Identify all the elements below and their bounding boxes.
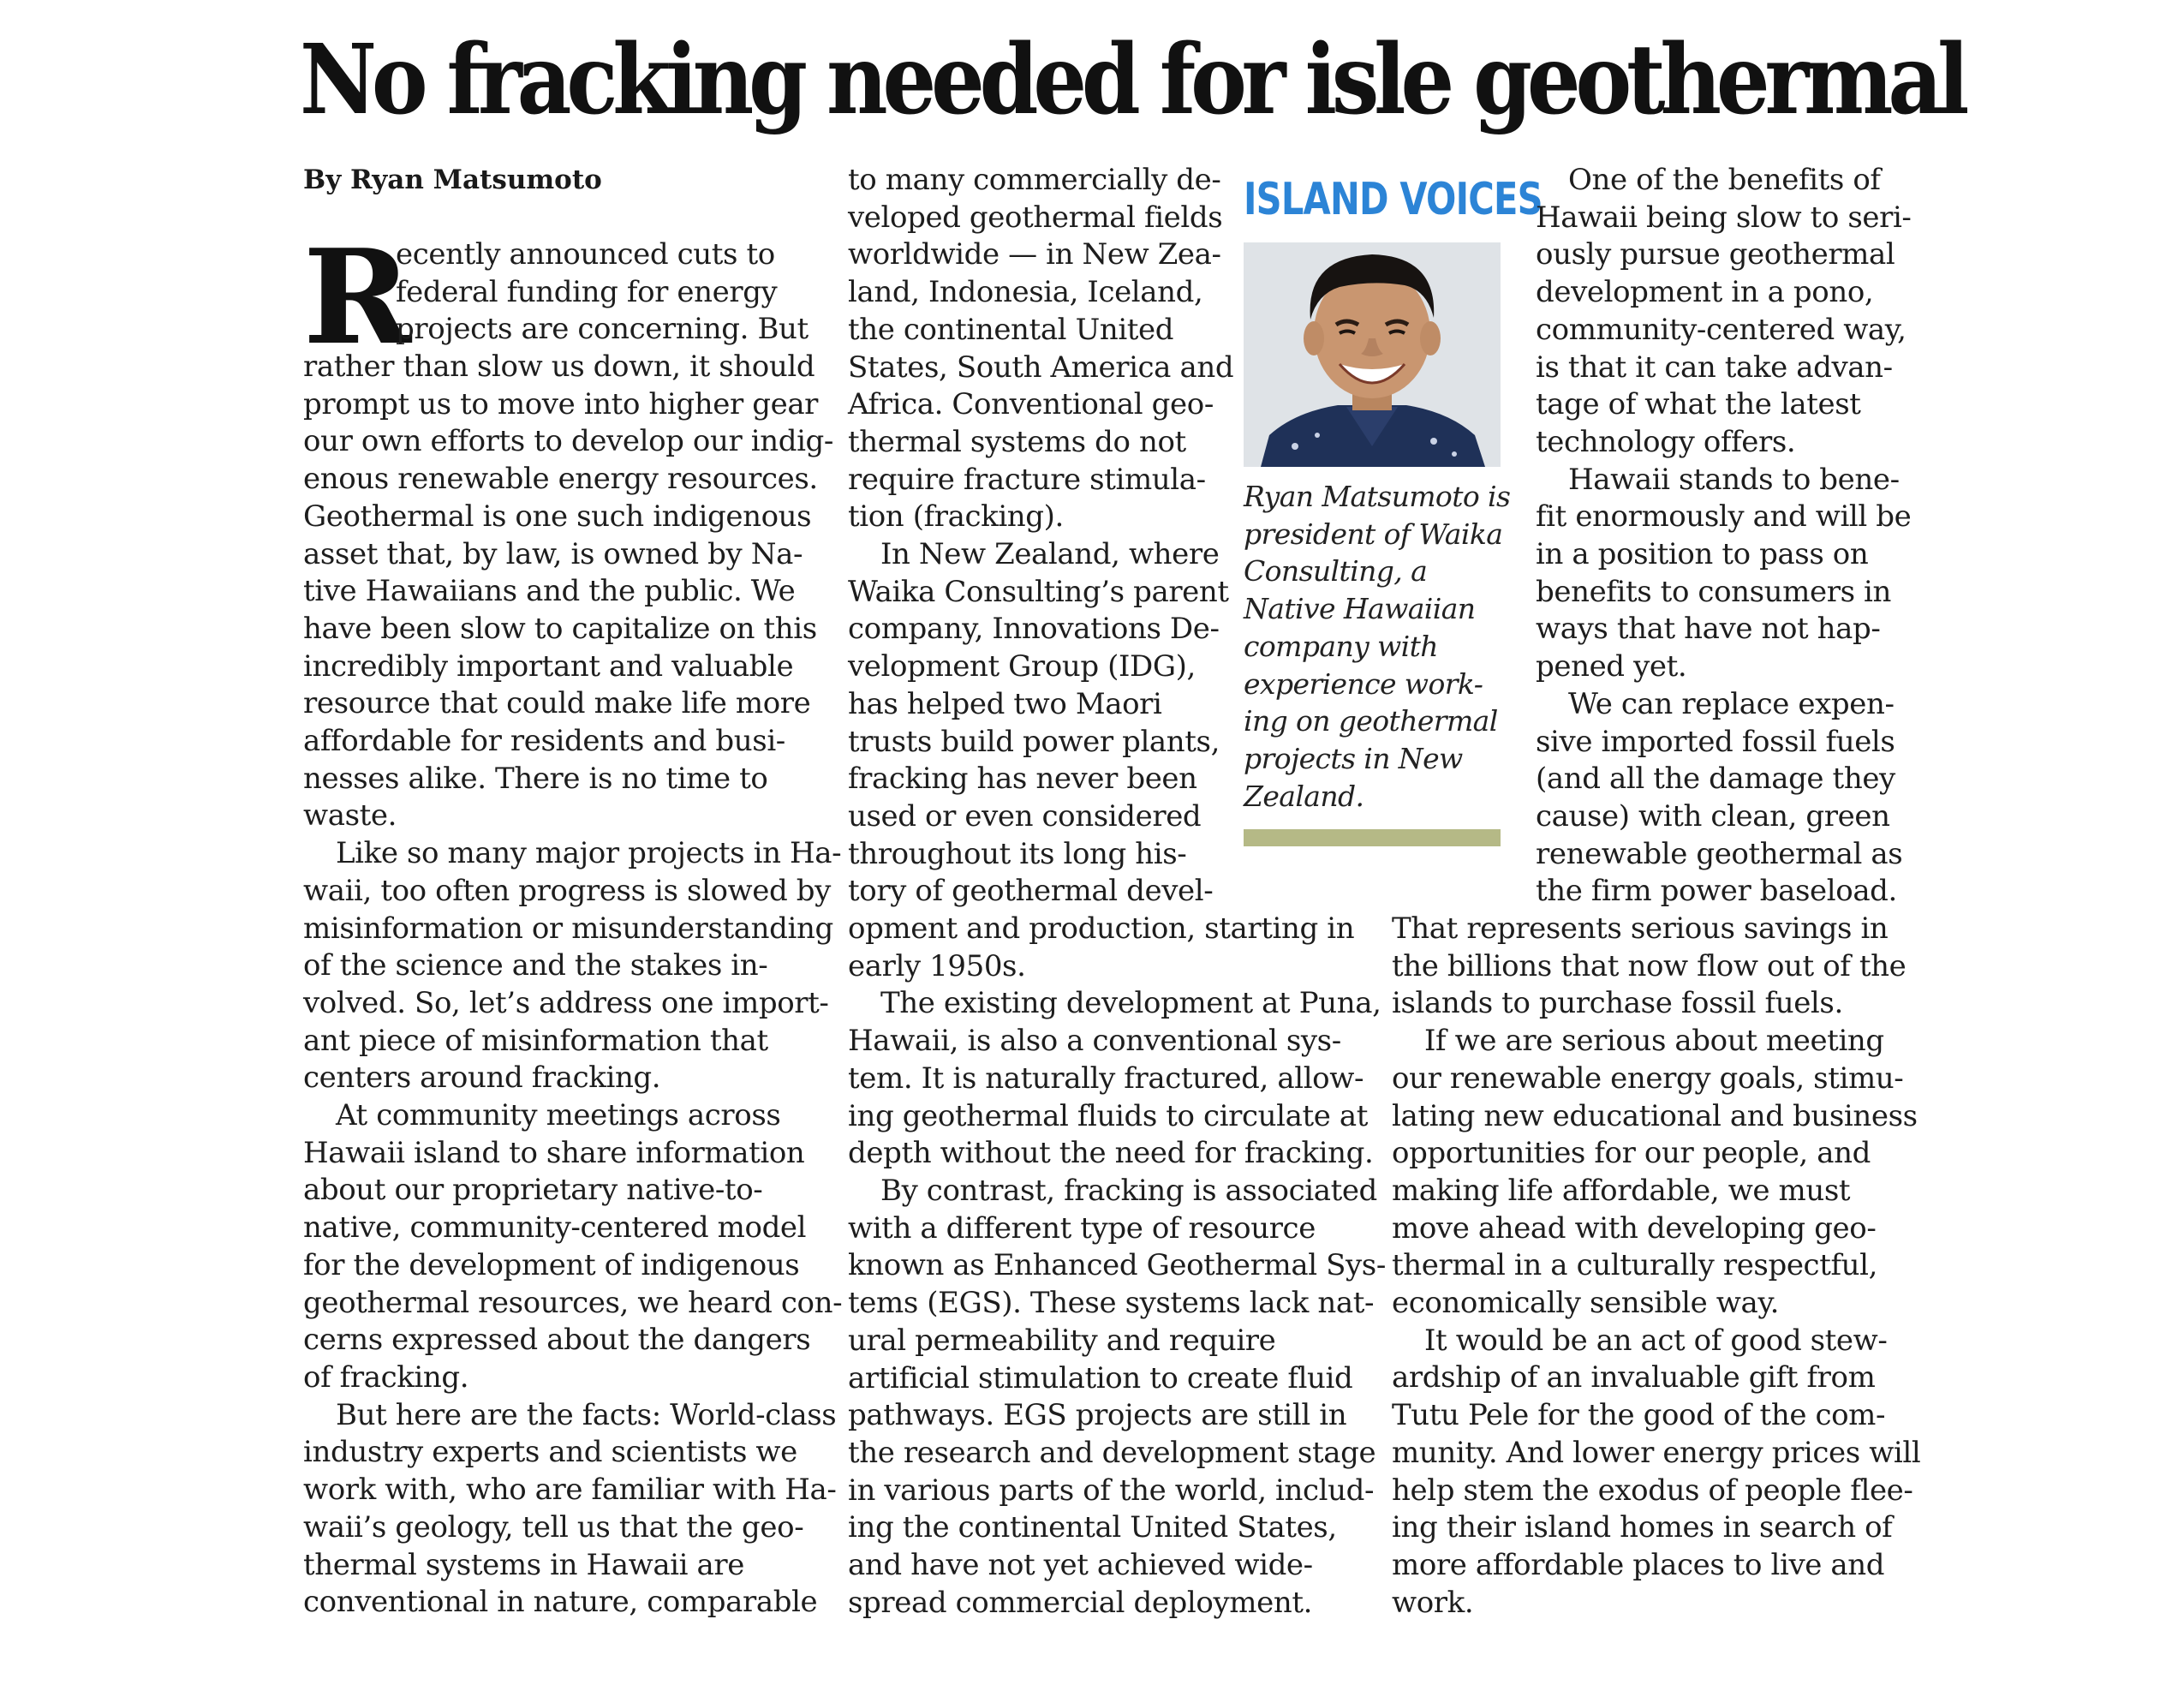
text-line: ways that have not hap- — [1536, 612, 1881, 647]
text-line: more affordable places to live and — [1392, 1547, 1885, 1582]
text-line: projects are concerning. But — [396, 312, 809, 347]
text-line: community-centered way, — [1536, 312, 1907, 347]
caption-line: Consulting, a — [1244, 554, 1428, 589]
text-line: land, Indonesia, Iceland, — [848, 275, 1203, 310]
text-line: fracking has never been — [848, 762, 1197, 797]
byline: By Ryan Matsumoto — [303, 164, 602, 195]
caption-line: president of Waika — [1244, 517, 1503, 551]
text-line: waii’s geology, tell us that the geo- — [303, 1509, 804, 1545]
text-line: the continental United — [848, 312, 1174, 347]
text-line: help stem the exodus of people flee- — [1392, 1473, 1913, 1508]
text-line: By contrast, fracking is associated — [880, 1173, 1377, 1208]
text-line: ing the continental United States, — [848, 1510, 1337, 1545]
text-line: Like so many major projects in Ha- — [336, 836, 842, 871]
text-line: States, South America and — [848, 350, 1234, 385]
text-line: technology offers. — [1536, 424, 1796, 459]
text-line: ously pursue geothermal — [1536, 237, 1895, 272]
text-line: in a position to pass on — [1536, 537, 1869, 572]
text-line: lating new educational and business — [1392, 1098, 1918, 1133]
text-line: Hawaii island to share information — [303, 1135, 805, 1170]
text-line: munity. And lower energy prices will — [1392, 1435, 1921, 1470]
text-line: work. — [1392, 1585, 1474, 1620]
text-line: in various parts of the world, includ- — [848, 1473, 1375, 1508]
headline: No fracking needed for isle geothermal — [300, 24, 1965, 136]
text-line: spread commercial deployment. — [848, 1585, 1312, 1620]
text-line: require fracture stimula- — [848, 462, 1206, 497]
text-line: incredibly important and valuable — [303, 648, 794, 684]
caption-line: projects in New — [1244, 741, 1463, 775]
text-line: resource that could make life more — [303, 686, 811, 721]
text-line: tive Hawaiians and the public. We — [303, 574, 796, 609]
text-line: fit enormously and will be — [1536, 499, 1912, 535]
text-line: and have not yet achieved wide- — [848, 1548, 1313, 1583]
text-line: the research and development stage — [848, 1435, 1376, 1470]
text-line: (and all the damage they — [1536, 762, 1895, 797]
caption-line: company with — [1244, 629, 1438, 663]
text-line: waii, too often progress is slowed by — [303, 873, 831, 908]
text-line: Geothermal is one such indigenous — [303, 499, 812, 534]
text-line: renewable geothermal as — [1536, 836, 1903, 871]
text-line: thermal systems in Hawaii are — [303, 1547, 744, 1582]
text-line: benefits to consumers in — [1536, 574, 1892, 609]
text-line: work with, who are familiar with Ha- — [303, 1473, 837, 1508]
text-line: tion (fracking). — [848, 499, 1064, 535]
text-line: native, community-centered model — [303, 1210, 807, 1246]
text-line: Hawaii, is also a conventional sys- — [848, 1024, 1341, 1059]
author-portrait-image — [1244, 242, 1501, 467]
text-line: pened yet. — [1536, 649, 1687, 684]
text-line: ardship of an invaluable gift from — [1392, 1360, 1876, 1395]
text-line: asset that, by law, is owned by Na- — [303, 536, 803, 571]
text-line: tage of what the latest — [1536, 387, 1861, 422]
text-line: to many commercially de- — [848, 163, 1221, 197]
caption-line: experience work- — [1244, 666, 1483, 701]
text-line: federal funding for energy — [396, 274, 778, 309]
drop-cap: R — [303, 220, 412, 373]
text-line: our renewable energy goals, stimu- — [1392, 1061, 1904, 1096]
text-line: centers around fracking. — [303, 1061, 661, 1096]
author-photo — [1244, 242, 1501, 467]
column-1-dropcap-lines — [396, 236, 809, 349]
text-line: misinformation or misunderstanding — [303, 911, 833, 946]
text-line: The existing development at Puna, — [880, 986, 1381, 1021]
text-line: That represents serious savings in — [1392, 911, 1889, 946]
text-line: tems (EGS). These systems lack nat- — [848, 1286, 1375, 1321]
text-line: We can replace expen- — [1568, 686, 1895, 721]
text-line: of the science and the stakes in- — [303, 948, 768, 983]
text-line: thermal systems do not — [848, 424, 1186, 459]
text-line: early 1950s. — [848, 948, 1026, 983]
text-line: thermal in a culturally respectful, — [1392, 1248, 1878, 1283]
text-line: throughout its long his- — [848, 836, 1187, 871]
caption-line: Ryan Matsumoto is — [1244, 480, 1511, 513]
text-line: Africa. Conventional geo- — [848, 387, 1214, 422]
text-line: But here are the facts: World-class — [336, 1397, 837, 1432]
text-line: veloped geothermal fields — [848, 200, 1223, 235]
text-line: sive imported fossil fuels — [1536, 724, 1895, 759]
text-line: used or even considered — [848, 798, 1202, 834]
caption-line: ing on geothermal — [1244, 704, 1498, 738]
column-1 — [303, 349, 842, 1622]
text-line: of fracking. — [303, 1359, 469, 1395]
section-kicker: ISLAND VOICES — [1244, 174, 1543, 225]
text-line: tory of geothermal devel- — [848, 874, 1214, 909]
text-line: the billions that now flow out of the — [1392, 948, 1907, 983]
text-line: industry experts and scientists we — [303, 1435, 797, 1470]
text-line: depth without the need for fracking. — [848, 1136, 1374, 1171]
text-line: worldwide — in New Zea- — [848, 237, 1221, 272]
text-line: affordable for residents and busi- — [303, 724, 785, 759]
text-line: known as Enhanced Geothermal Sys- — [848, 1248, 1386, 1283]
text-line: economically sensible way. — [1392, 1286, 1780, 1321]
text-line: Waika Consulting’s parent — [848, 574, 1229, 609]
text-line: Tutu Pele for the good of the com- — [1392, 1398, 1886, 1433]
text-line: trusts build power plants, — [848, 724, 1220, 759]
text-line: has helped two Maori — [848, 686, 1162, 721]
text-line: is that it can take advan- — [1536, 350, 1893, 385]
text-line: making life affordable, we must — [1392, 1173, 1851, 1208]
text-line: development in a pono, — [1536, 275, 1874, 310]
text-line: move ahead with developing geo- — [1392, 1210, 1877, 1246]
text-line: One of the benefits of — [1568, 163, 1881, 197]
text-line: rather than slow us down, it should — [303, 350, 815, 384]
text-line: prompt us to move into higher gear — [303, 386, 819, 421]
text-line: for the development of indigenous — [303, 1247, 800, 1282]
text-line: with a different type of resource — [848, 1210, 1316, 1246]
text-line: ant piece of misinformation that — [303, 1023, 768, 1058]
text-line: velopment Group (IDG), — [848, 649, 1196, 684]
caption-line: Zealand. — [1244, 779, 1364, 813]
text-line: cause) with clean, green — [1536, 798, 1890, 834]
text-line: Hawaii stands to bene- — [1568, 462, 1900, 497]
text-line: our own efforts to develop our indig- — [303, 424, 833, 459]
text-line: If we are serious about meeting — [1424, 1024, 1884, 1059]
text-line: It would be an act of good stew- — [1424, 1323, 1888, 1358]
author-caption — [1244, 478, 1510, 815]
text-line: At community meetings across — [336, 1098, 781, 1133]
text-line: enous renewable energy resources. — [303, 462, 818, 497]
text-line: tem. It is naturally fractured, allow- — [848, 1061, 1364, 1096]
text-line: artificial stimulation to create fluid — [848, 1360, 1353, 1395]
text-line: waste. — [303, 798, 397, 834]
text-line: the firm power baseload. — [1536, 874, 1897, 909]
caption-divider — [1244, 829, 1501, 846]
text-line: ural permeability and require — [848, 1323, 1276, 1358]
text-line: islands to purchase fossil fuels. — [1392, 986, 1843, 1021]
text-line: ing geothermal fluids to circulate at — [848, 1098, 1368, 1133]
text-line: have been slow to capitalize on this — [303, 611, 817, 646]
text-line: conventional in nature, comparable — [303, 1585, 818, 1620]
column-3 — [1392, 911, 1920, 1622]
column-4 — [1536, 162, 1912, 911]
text-line: Hawaii being slow to seri- — [1536, 200, 1912, 235]
text-line: opment and production, starting in — [848, 911, 1355, 947]
text-line: volved. So, let’s address one import- — [303, 985, 829, 1020]
text-line: about our proprietary native-to- — [303, 1173, 763, 1208]
text-line: ing their island homes in search of — [1392, 1510, 1893, 1545]
text-line: geothermal resources, we heard con- — [303, 1285, 843, 1320]
text-line: ecently announced cuts to — [396, 237, 775, 272]
text-line: pathways. EGS projects are still in — [848, 1398, 1347, 1433]
text-line: company, Innovations De- — [848, 612, 1220, 647]
text-line: nesses alike. There is no time to — [303, 761, 768, 796]
text-line: cerns expressed about the dangers — [303, 1323, 811, 1358]
caption-line: Native Hawaiian — [1244, 592, 1476, 626]
text-line: opportunities for our people, and — [1392, 1136, 1871, 1171]
text-line: In New Zealand, where — [880, 537, 1220, 572]
